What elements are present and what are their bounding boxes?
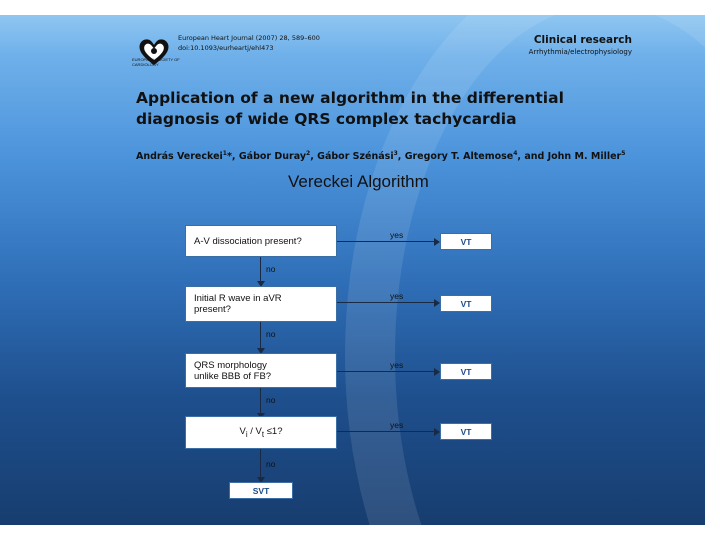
vi-symbol: V bbox=[239, 425, 246, 437]
question-box-av-dissociation bbox=[185, 225, 337, 257]
yes-arrow-line bbox=[337, 302, 437, 303]
no-arrow-line bbox=[260, 257, 261, 284]
no-arrow-line bbox=[260, 449, 261, 480]
section-title: Clinical research bbox=[533, 34, 632, 46]
result-box-vt: VT bbox=[440, 295, 492, 312]
yes-arrow-line bbox=[337, 241, 437, 242]
society-name: EUROPEAN SOCIETY OF CARDIOLOGY bbox=[132, 57, 180, 67]
no-label: no bbox=[266, 329, 276, 339]
author-separator: *, bbox=[226, 151, 239, 163]
question-text: present? bbox=[194, 304, 231, 315]
author-separator: , bbox=[310, 151, 318, 163]
paper-header bbox=[130, 15, 640, 193]
yes-label: yes bbox=[390, 291, 404, 301]
subsection-title: Arrhythmia/electrophysiology bbox=[528, 48, 632, 56]
yes-arrow-line bbox=[337, 431, 437, 432]
author-affiliation: 1 bbox=[222, 150, 227, 157]
journal-line: European Heart Journal (2007) 28, 589–600 bbox=[178, 34, 320, 42]
no-label: no bbox=[266, 395, 276, 405]
paper-title: Application of a new algorithm in the differential diagnosis of wide QRS complex tachycardia bbox=[136, 89, 564, 128]
result-box-vt: VT bbox=[440, 233, 492, 250]
question-box-qrs-morphology bbox=[185, 353, 337, 388]
result-box-svt: SVT bbox=[229, 482, 293, 499]
question-box-vi-vt-ratio bbox=[185, 416, 337, 449]
journal-citation bbox=[178, 33, 320, 53]
subscript-i: i bbox=[245, 429, 248, 439]
subscript-t: t bbox=[261, 429, 265, 439]
slide bbox=[0, 15, 705, 525]
yes-label: yes bbox=[390, 420, 404, 430]
question-text: QRS morphology bbox=[194, 359, 267, 371]
author-name: Gábor Szénási bbox=[317, 151, 394, 163]
author-separator: , bbox=[397, 151, 405, 163]
no-label: no bbox=[266, 264, 276, 274]
author-list bbox=[136, 150, 625, 162]
author-affiliation: 4 bbox=[513, 150, 518, 157]
result-box-vt: VT bbox=[440, 423, 492, 440]
doi-line: doi:10.1093/eurheartj/ehl473 bbox=[178, 44, 274, 52]
no-arrow-line bbox=[260, 388, 261, 416]
author-separator: , and bbox=[517, 151, 548, 163]
vt-symbol: / V bbox=[247, 425, 262, 437]
yes-arrow-line bbox=[337, 371, 437, 372]
question-text: unlike BBB of FB? bbox=[194, 370, 272, 382]
author-name: Gregory T. Altemose bbox=[404, 151, 514, 163]
author-affiliation: 2 bbox=[306, 150, 311, 157]
no-arrow-line bbox=[260, 322, 261, 351]
question-text: A-V dissociation present? bbox=[194, 235, 302, 247]
article-section bbox=[529, 33, 632, 57]
yes-label: yes bbox=[390, 230, 404, 240]
no-label: no bbox=[266, 459, 276, 469]
author-name: Gábor Duray bbox=[238, 151, 307, 163]
question-box-r-wave-avr bbox=[185, 286, 337, 322]
question-text bbox=[240, 426, 283, 440]
algorithm-title: Vereckei Algorithm bbox=[288, 172, 429, 191]
question-text: Initial R wave in aVR bbox=[194, 293, 282, 304]
author-name: András Vereckei bbox=[136, 151, 223, 163]
result-box-vt: VT bbox=[440, 363, 492, 380]
author-name: John M. Miller bbox=[547, 151, 622, 163]
author-affiliation: 3 bbox=[393, 150, 398, 157]
ratio-condition: ≤1? bbox=[264, 425, 283, 437]
author-affiliation: 5 bbox=[621, 150, 626, 157]
yes-label: yes bbox=[390, 360, 404, 370]
